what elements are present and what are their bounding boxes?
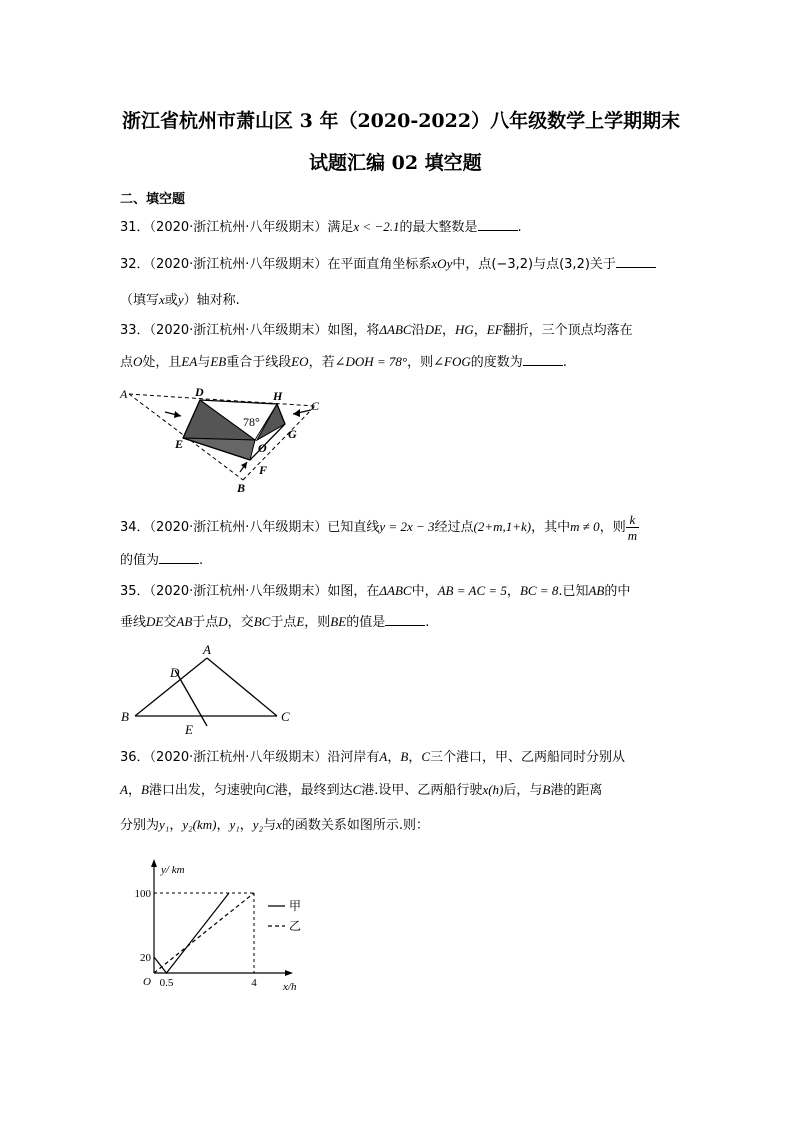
chart-xlabel: x/h <box>283 981 297 993</box>
q33-figure <box>115 380 345 500</box>
q36-x: x <box>276 817 282 832</box>
q35-ab: AB <box>588 583 605 598</box>
q35-e: E <box>296 614 305 629</box>
q34-cond: m ≠ 0 <box>570 519 600 534</box>
q33-c1: ， <box>441 323 455 338</box>
q33-eo: EO <box>291 354 309 369</box>
page-title-line1: 浙江省杭州市萧山区 3 年（2020-2022）八年级数学上学期期末 <box>122 110 681 132</box>
q33-l2f: ，则 <box>407 355 434 370</box>
q33-l1a: 33．（2020·浙江杭州·八年级期末）如图，将 <box>120 323 380 338</box>
q35-eq1: AB = AC = 5 <box>437 583 507 598</box>
q32-y: y <box>177 292 184 307</box>
q33-l1b: 沿 <box>411 323 425 338</box>
q35-fig-label-b: B <box>121 709 129 724</box>
q36-y2: y₂(km) <box>182 817 217 832</box>
q32-l2b: 或 <box>164 293 178 308</box>
q33-o: O <box>133 354 143 369</box>
q36-l2i: 后，与 <box>503 783 543 798</box>
chart-tick-y100: 100 <box>134 888 151 900</box>
q33-fig-arrowhead-bottom <box>241 462 247 469</box>
q36-c5: ， <box>216 818 230 833</box>
section-heading: 二、填空题 <box>120 192 186 207</box>
chart-y-axis-arrow <box>151 859 157 867</box>
q33-de: DE <box>424 322 442 337</box>
q31-expr: x < −2.1 <box>353 219 400 234</box>
q35-l2f: ，则 <box>304 615 331 630</box>
q33-answer-blank[interactable] <box>523 353 563 366</box>
q36-b: B <box>400 749 409 764</box>
question-36-line3 <box>120 815 429 836</box>
q35-fig-label-e: E <box>185 722 193 737</box>
q36-l2b: B <box>140 782 149 797</box>
q33-tri: ΔABC <box>379 322 412 337</box>
q36-y1: y₁ <box>159 817 170 832</box>
q36-l2a: A <box>120 782 128 797</box>
q33-fig-label-e: E <box>175 437 184 451</box>
q35-l1b: 中， <box>411 584 438 599</box>
q32-mid2: 与点 <box>533 257 560 272</box>
q34-frac-den: m <box>627 528 638 543</box>
q33-l2g: 的度数为 <box>470 355 523 370</box>
q33-l2c: 与 <box>197 355 211 370</box>
q36-y2b: y₂ <box>252 817 264 832</box>
q33-fig-label-b: B <box>237 481 246 495</box>
q36-l3a: 分别为 <box>120 818 160 833</box>
q36-l2h: x(h) <box>482 782 504 797</box>
q33-ask: ∠FOG <box>433 354 471 369</box>
q33-fig-ac <box>129 394 315 406</box>
q33-l2a: 点 <box>120 355 134 370</box>
q36-c2: ， <box>408 750 422 765</box>
q33-l2b: 处，且 <box>142 355 182 370</box>
q32-l2a: （填写 <box>120 293 160 308</box>
q33-fig-label-d: D <box>195 385 204 399</box>
q35-l1d: 的中 <box>604 584 631 599</box>
page-title-line2: 试题汇编 02 填空题 <box>309 152 482 174</box>
q33-ef: EF <box>486 322 503 337</box>
q36-l2e: 港，最终到达 <box>274 783 353 798</box>
q32-p2: (3,2) <box>559 257 590 272</box>
chart-series-yi <box>154 893 254 973</box>
q32-mid3: 关于 <box>589 257 616 272</box>
question-31 <box>120 217 522 238</box>
q36-c: C <box>421 749 431 764</box>
q36-a: A <box>379 749 388 764</box>
q33-fig-arrowhead-left <box>174 411 181 418</box>
chart-tick-x4: 4 <box>251 977 257 989</box>
q35-l1c: .已知 <box>558 584 589 599</box>
q34-lead: 34．（2020·浙江杭州·八年级期末）已知直线 <box>120 520 380 535</box>
question-33 <box>120 320 633 341</box>
q35-end: . <box>425 615 430 630</box>
q33-l2e: ，若 <box>308 355 335 370</box>
question-32-line2 <box>120 290 240 311</box>
q33-fig-label-f: F <box>259 463 268 477</box>
question-35-line2 <box>120 612 429 633</box>
q34-answer-blank[interactable] <box>159 551 199 564</box>
q35-l2b: 交 <box>163 615 177 630</box>
question-35 <box>120 581 630 602</box>
q33-c2: ， <box>473 323 487 338</box>
chart-series-jia <box>154 893 229 973</box>
q35-fig-label-a: A <box>203 642 211 657</box>
q33-fig-label-a: A <box>120 387 128 401</box>
chart-tick-x05: 0.5 <box>159 977 174 989</box>
q35-fig-label-d: D <box>170 665 180 680</box>
q35-fig-de <box>175 670 207 726</box>
q35-l1a: 35．（2020·浙江杭州·八年级期末）如图，在 <box>120 584 380 599</box>
q33-fig-label-o: O <box>258 441 267 455</box>
q36-c1: ， <box>387 750 401 765</box>
q33-l1c: 翻折，三个顶点均落在 <box>502 323 633 338</box>
q36-l1b: 三个港口，甲、乙两船同时分别从 <box>430 750 626 765</box>
q36-chart <box>125 855 325 995</box>
q34-frac-num: k <box>626 512 639 528</box>
q35-c1: ， <box>506 584 520 599</box>
chart-ylabel: y/ km <box>161 864 185 876</box>
q33-fig-label-h: H <box>273 389 283 403</box>
q36-l1a: 36．（2020·浙江杭州·八年级期末）沿河岸有 <box>120 750 380 765</box>
q34-mid1: 经过点 <box>434 520 474 535</box>
q35-l2d: ，交 <box>227 615 254 630</box>
q34-line: y = 2x − 3 <box>379 519 435 534</box>
q36-l2k: 港的距离 <box>550 783 603 798</box>
q36-l2j: B <box>542 782 551 797</box>
chart-legend-jia: 甲 <box>289 899 302 913</box>
q35-eq2: BC = 8 <box>519 583 559 598</box>
question-33-line2 <box>120 352 567 373</box>
q32-x: x <box>159 292 165 307</box>
q33-fig-arrowhead-right <box>293 409 300 417</box>
question-36-line2 <box>120 780 602 801</box>
q34-mid3: ，则 <box>599 520 626 535</box>
q35-l2e: 于点 <box>270 615 297 630</box>
q35-be: BE <box>330 614 347 629</box>
q36-l2d: C <box>265 782 275 797</box>
q33-hg: HG <box>454 322 474 337</box>
chart-x-axis-arrow <box>285 970 293 976</box>
q35-bc: BC <box>253 614 271 629</box>
q31-lead: 31．（2020·浙江杭州·八年级期末）满足 <box>120 220 354 235</box>
q34-end: . <box>199 553 204 568</box>
q33-fig-label-c: C <box>311 399 320 413</box>
q31-answer-blank[interactable] <box>478 218 518 231</box>
chart-origin: O <box>143 976 151 988</box>
q34-fraction <box>626 512 639 543</box>
q33-end: . <box>562 355 567 370</box>
q32-lead: 32．（2020·浙江杭州·八年级期末）在平面直角坐标系 <box>120 257 432 272</box>
q35-l2g: 的值是 <box>346 615 386 630</box>
q35-answer-blank[interactable] <box>385 613 425 626</box>
q36-l2f: C <box>352 782 362 797</box>
q35-l2a: 垂线 <box>120 615 147 630</box>
q36-c6: ， <box>239 818 253 833</box>
q32-sys: xOy <box>431 256 453 271</box>
q34-pt: (2+m,1+k) <box>473 519 532 534</box>
q36-c4: ， <box>169 818 183 833</box>
q34-mid2: ，其中 <box>531 520 571 535</box>
question-32 <box>120 254 656 275</box>
chart-tick-y20: 20 <box>140 952 151 964</box>
question-34 <box>120 512 639 543</box>
q31-tail: 的最大整数是 <box>399 220 478 235</box>
q35-tri: ΔABC <box>379 583 412 598</box>
q32-p1: (−3,2) <box>491 257 534 272</box>
q36-y1b: y₁ <box>229 817 240 832</box>
q32-mid1: 中，点 <box>452 257 492 272</box>
q33-l2d: 重合于线段 <box>226 355 292 370</box>
q33-ea: EA <box>181 354 198 369</box>
question-34-line2 <box>120 551 203 571</box>
q33-cond: ∠DOH = 78° <box>334 354 408 369</box>
q36-c3: ， <box>127 783 141 798</box>
q35-de: DE <box>146 614 164 629</box>
question-36 <box>120 747 625 768</box>
q32-l2c: ）轴对称. <box>183 293 240 308</box>
q35-figure <box>115 640 305 740</box>
q31-end: . <box>517 220 522 235</box>
q36-l3b: 与 <box>263 818 277 833</box>
q34-l2: 的值为 <box>120 553 160 568</box>
q33-fig-label-g: G <box>288 427 297 441</box>
q32-answer-blank[interactable] <box>616 255 656 268</box>
q33-fig-dh <box>200 400 277 404</box>
q33-eb: EB <box>210 354 227 369</box>
q36-l3c: 的函数关系如图所示.则： <box>281 818 429 833</box>
q33-fig-label-angle: 78° <box>243 415 260 429</box>
q36-l2c: 港口出发，匀速驶向 <box>148 783 266 798</box>
q33-fig-fold-chg <box>257 404 285 440</box>
chart-legend-yi: 乙 <box>289 919 302 933</box>
q35-fig-label-c: C <box>281 709 290 724</box>
q35-d: D <box>218 614 228 629</box>
q35-ab2: AB <box>176 614 193 629</box>
q35-fig-ac <box>207 658 277 716</box>
q36-l2g: 港.设甲、乙两船行驶 <box>361 783 483 798</box>
q35-l2c: 于点 <box>192 615 219 630</box>
